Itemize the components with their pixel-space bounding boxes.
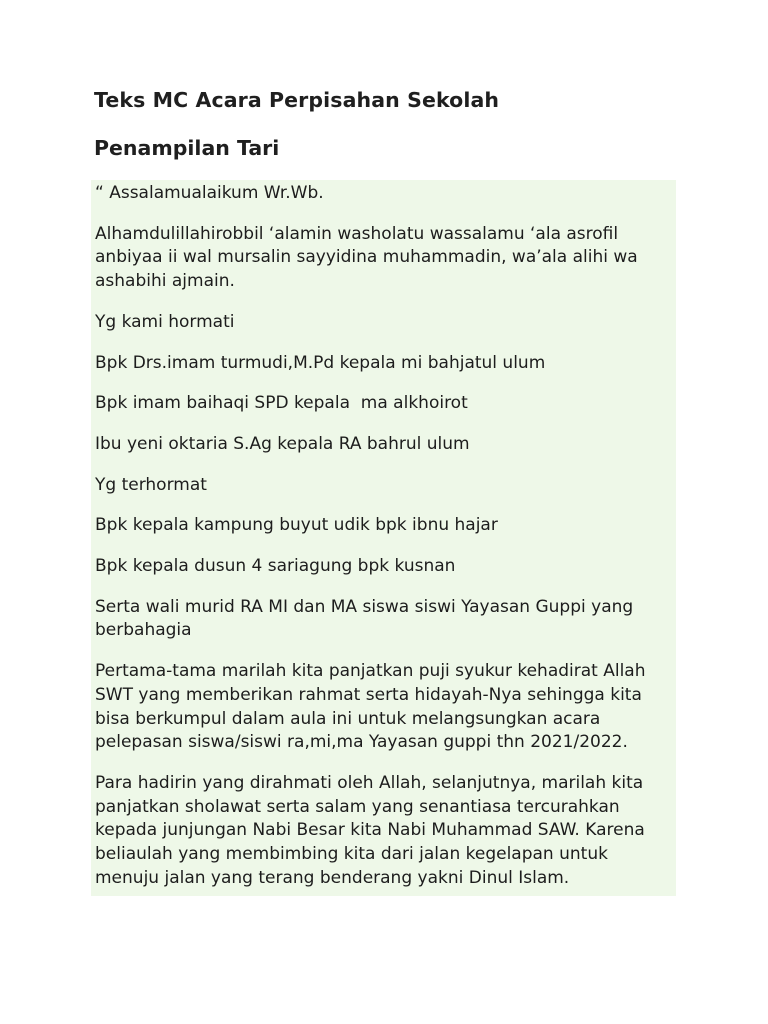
document-title: Teks MC Acara Perpisahan Sekolah [94,88,500,112]
paragraph-honored: Yg terhormat [95,474,207,495]
paragraph-guardians: Serta wali murid RA MI dan MA siswa siswi Yayasan Guppi yang berbahagia [95,596,639,641]
paragraph-gratitude: Pertama-tama marilah kita panjatkan puji syukur kehadirat Allah SWT yang memberikan rahmat serta hidayah-Nya sehingga kita bisa berkumpul dalam aula ini untuk melangsungkan acara pelepasan siswa/siswi ra,mi,ma Yayasan guppi thn 2021/2022. [95,661,651,753]
highlighted-text-block [91,180,676,896]
paragraph-guest: Bpk imam baihaqi SPD kepala ma alkhoirot [95,393,468,414]
paragraph-guest: Bpk Drs.imam turmudi,M.Pd kepala mi bahjatul ulum [95,352,546,373]
section-subtitle: Penampilan Tari [94,136,280,160]
paragraph-guest: Ibu yeni oktaria S.Ag kepala RA bahrul ulum [95,433,470,454]
paragraph-opening-prayer: Alhamdulillahirobbil ‘alamin washolatu wassalamu ‘ala asrofil anbiyaa ii wal mursalin sayyidina muhammadin, wa’ala alihi wa ashabihi ajmain. [95,223,644,292]
paragraph-guest: Bpk kepala kampung buyut udik bpk ibnu hajar [95,515,498,536]
paragraph-sholawat: Para hadirin yang dirahmati oleh Allah, selanjutnya, marilah kita panjatkan sholawat serta salam yang senantiasa tercurahkan kepada junjungan Nabi Besar kita Nabi Muhammad SAW. Karena beliaulah yang membimbing kita dari jalan kegelapan untuk menuju jalan yang terang benderang yakni Dinul Islam. [95,772,651,888]
paragraph-guest: Bpk kepala dusun 4 sariagung bpk kusnan [95,556,456,577]
paragraph-respected: Yg kami hormati [95,311,235,332]
paragraph-greeting: “ Assalamualaikum Wr.Wb. [95,183,324,203]
